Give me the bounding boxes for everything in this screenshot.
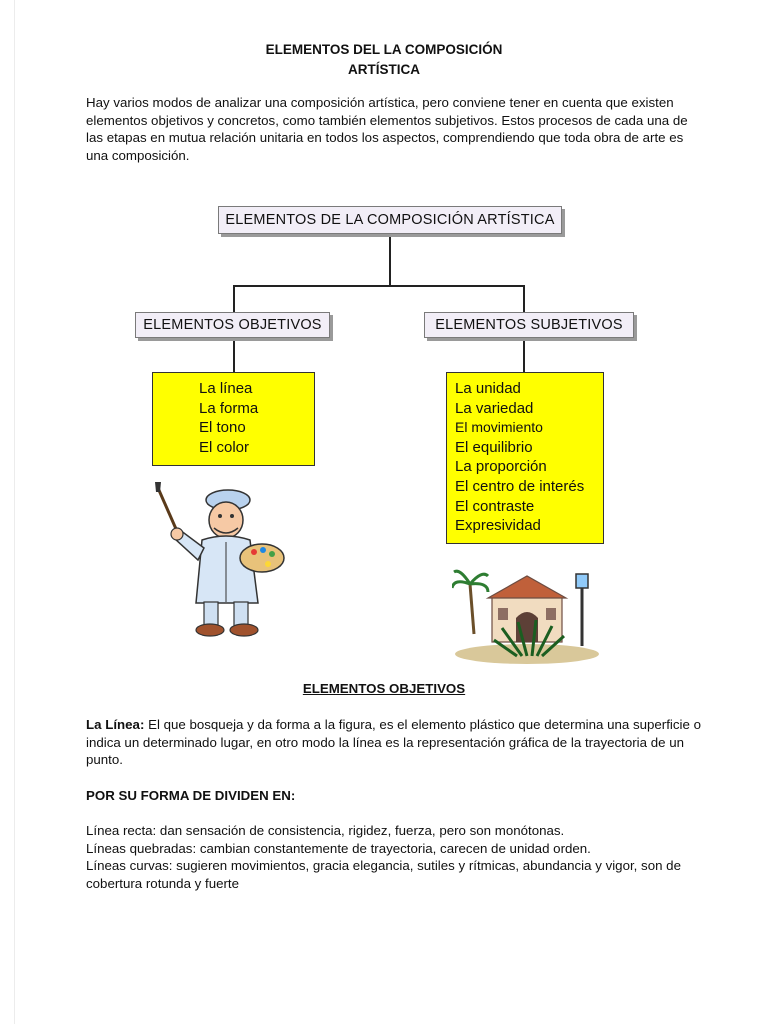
list-item: Línea recta: dan sensación de consistencia, rigidez, fuerza, pero son monótonas.	[86, 823, 565, 838]
connector-root-down	[389, 234, 391, 286]
list-item: La forma	[199, 399, 259, 417]
linea-text: El que bosqueja y da forma a la figura, es el elemento plástico que determina una superficie o indica un determinado lugar, en otro modo la línea es la representación gráfica de la trayectoria de un punto.	[86, 717, 701, 767]
connector-right-down	[523, 285, 525, 313]
document-title: ELEMENTOS DEL LA COMPOSICIÓN	[265, 42, 503, 57]
connector-left-down	[233, 285, 235, 313]
list-item: La proporción	[455, 458, 547, 476]
list-item: Líneas quebradas: cambian constantemente de trayectoria, carecen de unidad orden.	[86, 840, 591, 856]
list-item: La línea	[199, 380, 253, 397]
forma-heading: POR SU FORMA DE DIVIDEN EN:	[86, 788, 296, 803]
list-item: El centro de interés	[455, 477, 585, 495]
line-types-list	[86, 822, 696, 892]
subjective-elements-box: ELEMENTOS SUBJETIVOS	[424, 312, 634, 338]
connector-horizontal	[233, 285, 525, 287]
list-item: La variedad	[455, 399, 534, 417]
objective-items-list	[152, 372, 315, 466]
list-item: El contraste	[455, 497, 535, 515]
house-illustration	[452, 556, 602, 666]
list-item: El color	[199, 438, 250, 456]
list-item: El equilibrio	[455, 438, 533, 456]
list-item: Expresividad	[455, 517, 541, 535]
painter-illustration	[150, 478, 290, 638]
list-item: El tono	[199, 419, 246, 437]
linea-paragraph	[86, 716, 706, 769]
list-item: El movimiento	[455, 419, 543, 436]
list-item: La unidad	[455, 380, 521, 397]
diagram-root-box: ELEMENTOS DE LA COMPOSICIÓN ARTÍSTICA	[218, 206, 562, 234]
objective-elements-box: ELEMENTOS OBJETIVOS	[135, 312, 330, 338]
connector-obj-items	[233, 338, 235, 373]
connector-sub-items	[523, 338, 525, 373]
section-heading: ELEMENTOS OBJETIVOS	[302, 681, 466, 696]
list-item: Líneas curvas: sugieren movimientos, gracia elegancia, sutiles y rítmicas, abundancia y vigor, son de cobertura rotunda y fuerte	[86, 858, 681, 891]
intro-paragraph: Hay varios modos de analizar una composición artística, pero conviene tener en cuenta que existen elementos objetivos y concretos, como también elementos subjetivos. Estos procesos de cada una de las etapas en mutua relación unitaria en todos los aspectos, comprendiendo que toda obra de arte es una composición.	[86, 95, 688, 163]
document-title-line2: ARTÍSTICA	[348, 62, 420, 77]
subjective-items-list	[446, 372, 604, 544]
linea-label: La Línea:	[86, 717, 145, 732]
